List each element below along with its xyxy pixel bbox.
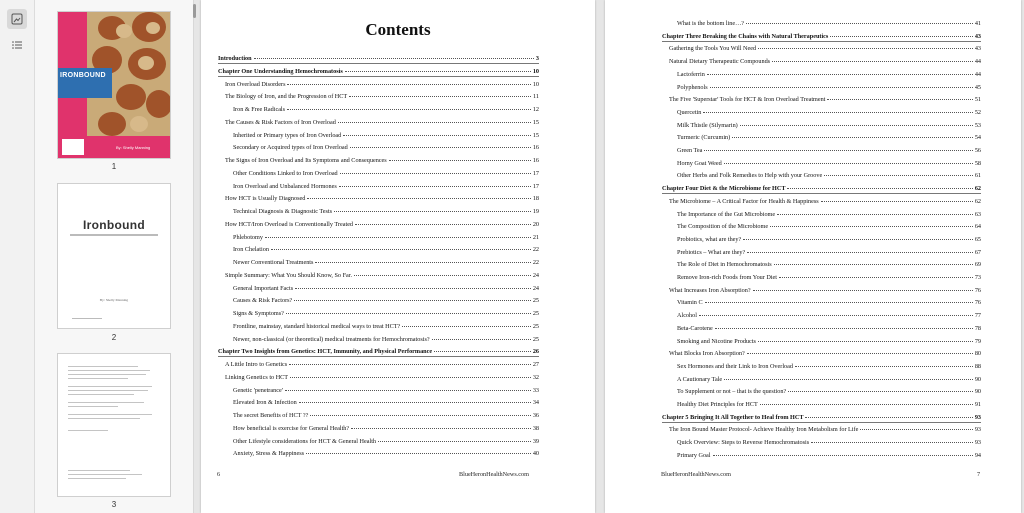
toc-entry[interactable] xyxy=(677,388,981,396)
toc-entry-page: 44 xyxy=(974,70,981,78)
toc-entry-label: Iron Overload and Unbalanced Hormones xyxy=(233,182,337,190)
toc-entry[interactable] xyxy=(677,122,981,130)
toc-leader-dots xyxy=(770,226,973,227)
thumbnail-label-1: 1 xyxy=(111,162,117,171)
toc-entry-label: The Role of Diet in Hemochromatosis xyxy=(677,261,772,269)
page-thumbnail-2[interactable] xyxy=(57,183,171,329)
toc-entry-label: Secondary or Acquired types of Iron Overload xyxy=(233,144,348,152)
toc-leader-dots xyxy=(747,252,973,253)
toc-entry-page: 51 xyxy=(974,96,981,104)
toc-entry-label: Polyphenols xyxy=(677,83,708,91)
toc-entry-page: 94 xyxy=(974,451,981,459)
toc-entry-page: 12 xyxy=(532,106,539,113)
toc-entry-label: Alcohol xyxy=(677,312,697,320)
toc-entry-label: Quick Overview: Steps to Reverse Hemochromatosis xyxy=(677,439,810,447)
toc-entry[interactable] xyxy=(677,109,981,117)
toc-leader-dots xyxy=(389,160,531,161)
toc-entry[interactable] xyxy=(662,33,981,42)
toc-entry-page: 76 xyxy=(974,286,981,294)
toc-leader-dots xyxy=(795,366,973,367)
toc-entry-label: Signs & Symptoms? xyxy=(233,310,284,317)
toc-entry-page: 78 xyxy=(974,324,981,332)
outline-view-button[interactable] xyxy=(7,35,27,55)
toc-entry-label: Sex Hormones and their Link to Iron Overload xyxy=(677,362,793,370)
toc-entry-page: 64 xyxy=(974,223,981,231)
thumbnail-byline: By: Shelly Manning xyxy=(99,298,129,302)
toc-leader-dots xyxy=(787,188,972,189)
toc-entry-label: Technical Diagnosis & Diagnostic Tests xyxy=(233,208,333,215)
toc-entry-label: Newer Conventional Treatments xyxy=(233,259,314,266)
toc-entry-page: 32 xyxy=(532,373,539,381)
toc-entry-page: 77 xyxy=(974,312,981,320)
toc-entry-label: Iron Chelation xyxy=(233,246,269,254)
toc-entry-label: The Iron Bound Master Protocol- Achieve Healthy Iron Metabolism for Life xyxy=(669,426,859,434)
toc-entry[interactable] xyxy=(669,287,981,295)
toc-entry[interactable] xyxy=(233,297,539,305)
toc-leader-dots xyxy=(760,404,973,405)
toc-leader-dots xyxy=(351,428,531,429)
toc-entry[interactable] xyxy=(677,325,981,333)
toc-entry-label: Chapter Three Breaking the Chains with Natural Therapeutics xyxy=(662,32,829,40)
toc-entry-label: Lactoferrin xyxy=(677,70,705,78)
toc-entry-label: Beta-Carotene xyxy=(677,324,713,332)
toc-leader-dots xyxy=(294,300,531,301)
toc-entry-page: 43 xyxy=(974,45,981,53)
sidebar-tool-rail xyxy=(0,0,35,513)
toc-entry-page: 25 xyxy=(532,310,539,317)
document-page-7 xyxy=(605,0,1021,513)
toc-leader-dots xyxy=(703,112,972,113)
toc-leader-dots xyxy=(289,364,531,365)
toc-entry-label: Horny Goat Weed xyxy=(677,159,722,167)
toc-entry[interactable] xyxy=(677,452,981,460)
toc-entry-page: 90 xyxy=(974,388,981,396)
toc-entry[interactable] xyxy=(677,363,981,371)
toc-entry-page: 93 xyxy=(974,439,981,447)
footer-site: BlueHeronHealthNews.com xyxy=(459,471,529,478)
toc-entry-label: Elevated Iron & Infection xyxy=(233,399,297,407)
page-number: 6 xyxy=(217,471,221,478)
toc-entry-page: 17 xyxy=(532,169,539,177)
toc-leader-dots xyxy=(287,109,531,110)
toc-entry[interactable] xyxy=(677,338,981,346)
toc-entry-page: 3 xyxy=(535,55,539,62)
toc-entry-label: Smoking and Nicotine Products xyxy=(677,337,756,345)
thumbnail-label-2: 2 xyxy=(111,333,117,342)
toc-leader-dots xyxy=(350,147,531,148)
page-number: 7 xyxy=(977,471,981,478)
toc-entry[interactable] xyxy=(669,96,981,104)
thumbnails-view-button[interactable] xyxy=(7,9,27,29)
toc-entry[interactable] xyxy=(233,412,539,420)
toc-entry-label: The Causes & Risk Factors of Iron Overload xyxy=(225,118,336,126)
toc-entry[interactable] xyxy=(225,195,539,203)
toc-entry-page: 38 xyxy=(532,424,539,432)
toc-leader-dots xyxy=(286,313,531,314)
toc-leader-dots xyxy=(334,211,531,212)
toc-entry-label: Causes & Risk Factors? xyxy=(233,297,293,305)
toc-entry[interactable] xyxy=(218,68,539,77)
toc-entry-page: 58 xyxy=(974,159,981,167)
toc-entry-label: Introduction xyxy=(218,55,252,62)
toc-entry[interactable] xyxy=(662,185,981,194)
toc-leader-dots xyxy=(715,328,973,329)
toc-leader-dots xyxy=(339,186,531,187)
toc-entry-page: 76 xyxy=(974,299,981,307)
toc-entry-label: Turmeric (Curcumin) xyxy=(677,134,731,142)
toc-entry[interactable] xyxy=(233,425,539,433)
toc-entry-page: 24 xyxy=(532,284,539,292)
toc-entry-page: 33 xyxy=(532,386,539,394)
toc-entry-label: General Important Facts xyxy=(233,284,294,292)
toc-leader-dots xyxy=(295,288,531,289)
toc-entry[interactable] xyxy=(233,310,539,318)
toc-leader-dots xyxy=(285,390,531,391)
toc-leader-dots xyxy=(743,239,973,240)
toc-entry[interactable] xyxy=(233,208,539,216)
toc-entry-page: 65 xyxy=(974,235,981,243)
toc-entry-page: 56 xyxy=(974,147,981,154)
toc-entry-page: 16 xyxy=(532,144,539,152)
toc-entry[interactable] xyxy=(677,261,981,269)
toc-leader-dots xyxy=(306,453,531,454)
toc-leader-dots xyxy=(254,58,534,59)
toc-leader-dots xyxy=(713,455,973,456)
toc-entry-page: 67 xyxy=(974,248,981,256)
toc-leader-dots xyxy=(821,201,973,202)
toc-entry-page: 62 xyxy=(974,185,981,193)
publisher-logo xyxy=(62,139,84,155)
page-thumbnail-3[interactable] xyxy=(57,353,171,497)
toc-entry-label: What Increases Iron Absorption? xyxy=(669,286,751,294)
toc-entry-label: Simple Summary: What You Should Know, So Far. xyxy=(225,271,353,279)
toc-entry[interactable] xyxy=(669,426,981,434)
toc-entry-label: Inherited or Primary types of Iron Overload xyxy=(233,131,342,139)
toc-leader-dots xyxy=(740,125,973,126)
toc-entry[interactable] xyxy=(225,81,539,89)
toc-entry-label: The secret Benefits of HCT ?? xyxy=(233,412,309,419)
toc-leader-dots xyxy=(402,326,531,327)
toc-entry-label: The Importance of the Gut Microbiome xyxy=(677,210,776,218)
toc-entry-page: 39 xyxy=(532,437,539,445)
toc-entry[interactable] xyxy=(677,401,981,409)
toc-entry-label: How HCT/Iron Overload is Conventionally Treated xyxy=(225,220,354,228)
toc-leader-dots xyxy=(860,429,972,430)
toc-leader-dots xyxy=(354,275,531,276)
toc-entry-label: Quercetin xyxy=(677,108,702,116)
page-title: Contents xyxy=(365,20,431,39)
toc-leader-dots xyxy=(343,135,531,136)
toc-leader-dots xyxy=(830,36,972,37)
toc-entry-label: A Little Intro to Genetics xyxy=(225,361,288,368)
toc-entry-page: 69 xyxy=(974,261,981,269)
toc-entry[interactable] xyxy=(677,134,981,142)
toc-leader-dots xyxy=(758,48,973,49)
toc-entry[interactable] xyxy=(677,211,981,219)
thumbnail-pane xyxy=(35,0,194,513)
toc-leader-dots xyxy=(265,237,531,238)
toc-leader-dots xyxy=(345,71,531,72)
cover-title: IRONBOUND xyxy=(60,72,106,79)
toc-entry-page: 10 xyxy=(532,67,539,75)
toc-entry[interactable] xyxy=(233,259,539,267)
toc-leader-dots xyxy=(779,277,973,278)
toc-entry[interactable] xyxy=(677,376,981,384)
toc-entry-label: Healthy Diet Principles for HCT xyxy=(677,401,758,408)
toc-entry-page: 52 xyxy=(974,108,981,116)
toc-leader-dots xyxy=(287,84,530,85)
toc-entry-label: Anxiety, Stress & Happiness xyxy=(233,450,305,458)
toc-entry-label: Chapter Two Insights from Genetics: HCT, Immunity, and Physical Performance xyxy=(218,348,433,356)
toc-leader-dots xyxy=(432,339,531,340)
toc-entry-label: Milk Thistle (Silymarin) xyxy=(677,121,738,129)
toc-entry-label: Gathering the Tools You Will Need xyxy=(669,45,757,53)
toc-entry-page: 61 xyxy=(974,172,981,180)
toc-leader-dots xyxy=(290,377,531,378)
toc-leader-dots xyxy=(811,442,973,443)
toc-entry[interactable] xyxy=(233,387,539,395)
toc-entry-label: Genetic 'penetrance' xyxy=(233,386,283,394)
toc-entry-label: The Composition of the Microbiome xyxy=(677,223,769,231)
toc-entry-label: Phlebotomy xyxy=(233,233,263,241)
toc-entry-page: 93 xyxy=(974,413,981,421)
toc-entry-page: 53 xyxy=(974,121,981,129)
toc-leader-dots xyxy=(772,61,973,62)
toc-entry-label: Chapter One Understanding Hemochromatosis xyxy=(218,67,343,75)
toc-entry[interactable] xyxy=(225,374,539,382)
toc-leader-dots xyxy=(707,74,973,75)
toc-entry[interactable] xyxy=(677,236,981,244)
footer-site: BlueHeronHealthNews.com xyxy=(661,471,731,478)
toc-entry[interactable] xyxy=(669,58,981,66)
toc-entry[interactable] xyxy=(677,71,981,79)
toc-entry-page: 40 xyxy=(532,450,539,458)
toc-leader-dots xyxy=(824,175,973,176)
toc-entry[interactable] xyxy=(225,361,539,369)
toc-entry-label: The Five 'Superstar' Tools for HCT & Iron Overload Treatment xyxy=(669,96,826,104)
toc-entry[interactable] xyxy=(233,106,539,114)
toc-entry-page: 22 xyxy=(532,259,539,266)
toc-leader-dots xyxy=(724,163,973,164)
toc-leader-dots xyxy=(355,224,531,225)
toc-entry[interactable] xyxy=(233,234,539,242)
toc-leader-dots xyxy=(310,415,531,416)
toc-entry[interactable] xyxy=(225,119,539,127)
toc-entry-page: 22 xyxy=(532,246,539,254)
toc-leader-dots xyxy=(307,198,530,199)
toc-entry[interactable] xyxy=(662,414,981,423)
toc-leader-dots xyxy=(747,353,973,354)
toc-leader-dots xyxy=(271,249,531,250)
toc-entry-label: Green Tea xyxy=(677,147,703,154)
toc-entry[interactable] xyxy=(677,249,981,257)
toc-entry-page: 16 xyxy=(532,157,539,164)
toc-entry-page: 15 xyxy=(532,118,539,126)
toc-entry-label: Prebiotics – What are they? xyxy=(677,248,746,256)
toc-leader-dots xyxy=(753,290,973,291)
toc-entry-page: 34 xyxy=(532,399,539,407)
cover-author: By: Shelly Manning xyxy=(116,145,151,150)
toc-entry[interactable] xyxy=(225,272,539,280)
toc-entry-label: How beneficial is exercise for General Health? xyxy=(233,424,350,432)
toc-leader-dots xyxy=(746,23,973,24)
toc-entry[interactable] xyxy=(669,350,981,358)
toc-entry-page: 26 xyxy=(532,348,539,356)
toc-entry[interactable] xyxy=(233,438,539,446)
page-thumbnail-1[interactable] xyxy=(57,11,171,159)
toc-entry-page: 91 xyxy=(974,401,981,408)
toc-entry[interactable] xyxy=(233,336,539,344)
toc-entry-label: Other Herbs and Folk Remedies to Help with your Groove xyxy=(677,172,823,180)
toc-entry-page: 24 xyxy=(532,271,539,279)
toc-entry-label: Primary Goal xyxy=(677,451,711,459)
toc-entry[interactable] xyxy=(677,172,981,180)
toc-entry-page: 80 xyxy=(974,350,981,358)
toc-leader-dots xyxy=(349,96,531,97)
toc-entry-page: 93 xyxy=(974,426,981,434)
toc-entry-page: 63 xyxy=(974,210,981,218)
toc-entry[interactable] xyxy=(669,198,981,206)
toc-leader-dots xyxy=(338,122,531,123)
toc-entry[interactable] xyxy=(677,20,981,28)
toc-entry-page: 43 xyxy=(974,32,981,40)
toc-entry-page: 19 xyxy=(532,208,539,215)
toc-leader-dots xyxy=(704,150,972,151)
toc-leader-dots xyxy=(299,402,531,403)
toc-entry[interactable] xyxy=(233,144,539,152)
toc-leader-dots xyxy=(788,391,973,392)
toc-leader-dots xyxy=(315,262,530,263)
toc-entry-page: 10 xyxy=(532,80,539,88)
toc-entry-label: To Supplement or not – that is the question? xyxy=(677,388,787,396)
toc-entry[interactable] xyxy=(233,285,539,293)
thumbnail-label-3: 3 xyxy=(111,500,117,509)
toc-entry[interactable] xyxy=(677,299,981,307)
document-page-6 xyxy=(201,0,595,513)
toc-entry[interactable] xyxy=(225,93,539,101)
toc-entry-label: Vitamin C xyxy=(677,299,703,307)
toc-entry-label: How HCT is Usually Diagnosed xyxy=(225,195,306,203)
toc-entry[interactable] xyxy=(669,45,981,53)
toc-entry-label: Iron & Free Radicals xyxy=(233,106,286,113)
toc-entry-page: 73 xyxy=(974,274,981,281)
toc-entry-label: Other Lifestyle considerations for HCT & General Health xyxy=(233,437,377,445)
toc-entry-label: The Microbiome – A Critical Factor for Health & Happiness xyxy=(669,197,819,205)
toc-entry[interactable] xyxy=(225,221,539,229)
toc-entry-label: Newer, non-classical (or theoretical) medical treatments for Hemochromatosis? xyxy=(233,335,430,343)
toc-leader-dots xyxy=(340,173,531,174)
toc-entry-label: Chapter Four Diet & the Microbiome for HCT xyxy=(662,185,786,193)
toc-entry[interactable] xyxy=(677,439,981,447)
toc-leader-dots xyxy=(699,315,973,316)
toc-entry[interactable] xyxy=(218,55,539,64)
toc-entry-page: 15 xyxy=(532,131,539,139)
toc-entry[interactable] xyxy=(233,132,539,140)
toc-entry-label: The Signs of Iron Overload and Its Symptoms and Consequences xyxy=(225,157,387,164)
toc-entry-label: What Blocks Iron Absorption? xyxy=(669,350,745,358)
toc-leader-dots xyxy=(777,214,973,215)
toc-leader-dots xyxy=(724,379,973,380)
toc-entry-page: 44 xyxy=(974,58,981,66)
toc-entry-page: 27 xyxy=(532,361,539,368)
toc-leader-dots xyxy=(434,351,531,352)
toc-leader-dots xyxy=(805,417,972,418)
toc-entry-label: Remove Iron-rich Foods from Your Diet xyxy=(677,274,778,281)
toc-entry[interactable] xyxy=(233,170,539,178)
toc-entry-page: 11 xyxy=(533,93,539,101)
toc-entry-page: 21 xyxy=(532,233,539,241)
toc-entry-label: Iron Overload Disorders xyxy=(225,80,286,88)
toc-entry-label: Natural Dietary Therapeutic Compounds xyxy=(669,58,771,66)
thumbnail-scrollbar[interactable] xyxy=(193,4,196,18)
toc-leader-dots xyxy=(710,87,973,88)
toc-entry-page: 17 xyxy=(532,182,539,190)
toc-entry[interactable] xyxy=(677,84,981,92)
toc-entry[interactable] xyxy=(233,246,539,254)
toc-leader-dots xyxy=(732,137,973,138)
toc-entry-label: A Cautionary Tale xyxy=(677,375,723,383)
toc-entry-page: 90 xyxy=(974,375,981,383)
toc-entry[interactable] xyxy=(225,157,539,165)
image-thumbnail-icon xyxy=(11,13,23,25)
toc-leader-dots xyxy=(827,99,972,100)
toc-leader-dots xyxy=(705,302,973,303)
toc-entry-label: Frontline, mainstay, standard historical medical ways to treat HCT? xyxy=(233,322,401,330)
toc-entry-label: What is the bottom line…? xyxy=(677,20,745,27)
toc-entry-page: 45 xyxy=(974,83,981,91)
toc-entry[interactable] xyxy=(233,399,539,407)
toc-entry-page: 41 xyxy=(974,20,981,27)
toc-entry[interactable] xyxy=(233,183,539,191)
toc-entry-page: 62 xyxy=(974,197,981,205)
toc-entry-page: 54 xyxy=(974,134,981,142)
toc-entry[interactable] xyxy=(677,274,981,282)
toc-entry-label: Chapter 5 Bringing It All Together to Heal from HCT xyxy=(662,413,804,421)
toc-leader-dots xyxy=(758,341,973,342)
toc-entry-page: 88 xyxy=(974,362,981,370)
toc-entry[interactable] xyxy=(677,223,981,231)
toc-entry[interactable] xyxy=(677,312,981,320)
toc-entry-page: 36 xyxy=(532,412,539,419)
toc-entry-page: 18 xyxy=(532,195,539,203)
toc-entry[interactable] xyxy=(677,160,981,168)
toc-entry[interactable] xyxy=(218,348,539,357)
toc-entry-label: Other Conditions Linked to Iron Overload xyxy=(233,169,338,177)
toc-entry-page: 25 xyxy=(532,322,539,330)
toc-entry[interactable] xyxy=(233,450,539,458)
toc-entry-label: Probiotics, what are they? xyxy=(677,235,742,243)
toc-entry-page: 25 xyxy=(532,335,539,343)
thumbnail-book-title: Ironbound xyxy=(82,218,145,232)
toc-entry-page: 20 xyxy=(532,220,539,228)
toc-entry-page: 79 xyxy=(974,337,981,345)
toc-entry-label: The Biology of Iron, and the Progression of HCT xyxy=(225,93,348,101)
toc-entry-label: Linking Genetics to HCT xyxy=(225,373,289,381)
toc-entry[interactable] xyxy=(677,147,981,155)
list-icon xyxy=(11,39,23,51)
toc-entry[interactable] xyxy=(233,323,539,331)
toc-leader-dots xyxy=(378,441,531,442)
toc-leader-dots xyxy=(774,264,973,265)
toc-entry-page: 25 xyxy=(532,297,539,305)
